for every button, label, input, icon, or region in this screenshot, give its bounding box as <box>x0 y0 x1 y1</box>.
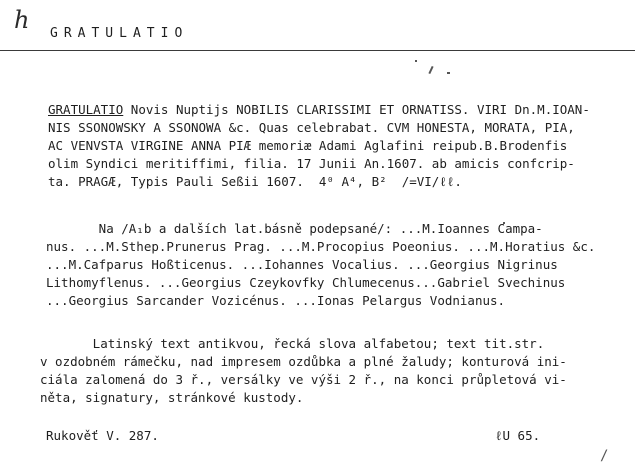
ink-speck <box>447 72 450 74</box>
entry-line-3: AC VENVSTA VIRGINE ANNA PIÆ memoriæ Adami Aglafini reipub.B.Brodenfis <box>48 138 568 153</box>
handwritten-corner-mark: h <box>14 6 30 34</box>
card-heading: GRATULATIO <box>50 26 189 41</box>
catalog-number: ℓU 65. <box>495 428 541 443</box>
title-entry <box>48 101 590 191</box>
authors-line-3: ...M.Cafparus Hoßticenus. ...Iohannes Vocalius. ...Georgius Nigrinus <box>46 257 558 272</box>
entry-line-2: NIS SSONOWSKY A SSONOWA &c. Quas celebrabat. CVM HONESTA, MORATA, PIA, <box>48 120 575 135</box>
entry-title-word: GRATULATIO <box>48 102 124 117</box>
authors-line-2: nus. ...M.Sthep.Prunerus Prag. ...M.Procopius Poeonius. ...M.Horatius &c. <box>46 239 596 254</box>
description-line-4: něta, signatury, stránkové kustody. <box>40 390 304 405</box>
authors-line-1: Na /A₁b a dalších lat.básně podepsané/: ...M.Ioannes Campa- <box>46 221 543 236</box>
description-line-2: v ozdobném rámečku, nad impresem ozdůbka a plné žaludy; konturová ini- <box>40 354 567 369</box>
ink-speck <box>428 66 433 74</box>
entry-line-1: Novis Nuptijs NOBILIS CLARISSIMI ET ORNATISS. VIRI Dn.M.IOAN- <box>123 102 590 117</box>
description-line-3: ciála zalomená do 3 ř., versálky ve výši 2 ř., na konci průpletová vi- <box>40 372 567 387</box>
authors-line-5: ...Georgius Sarcander Vozicénus. ...Ionas Pelargus Vodnianus. <box>46 293 506 308</box>
ink-speck <box>415 60 417 62</box>
entry-line-4: olim Syndici meritiffimi, filia. 17 Junii An.1607. ab amicis confcrip- <box>48 156 575 171</box>
description-paragraph <box>40 335 567 407</box>
entry-line-5: ta. PRAGÆ, Typis Pauli Seßii 1607. 4⁰ A⁴, B² /=VI/ℓℓ. <box>48 174 462 189</box>
heading-rule <box>0 50 635 51</box>
description-line-1: Latinský text antikvou, řecká slova alfabetou; text tit.str. <box>40 336 545 351</box>
authors-line-4: Lithomyflenus. ...Georgius Czeykovfky Chlumecenus...Gabriel Svechinus <box>46 275 566 290</box>
reference-citation: Rukověť V. 287. <box>46 428 159 443</box>
authors-paragraph <box>46 220 595 310</box>
corner-slash-mark: / <box>600 448 609 464</box>
